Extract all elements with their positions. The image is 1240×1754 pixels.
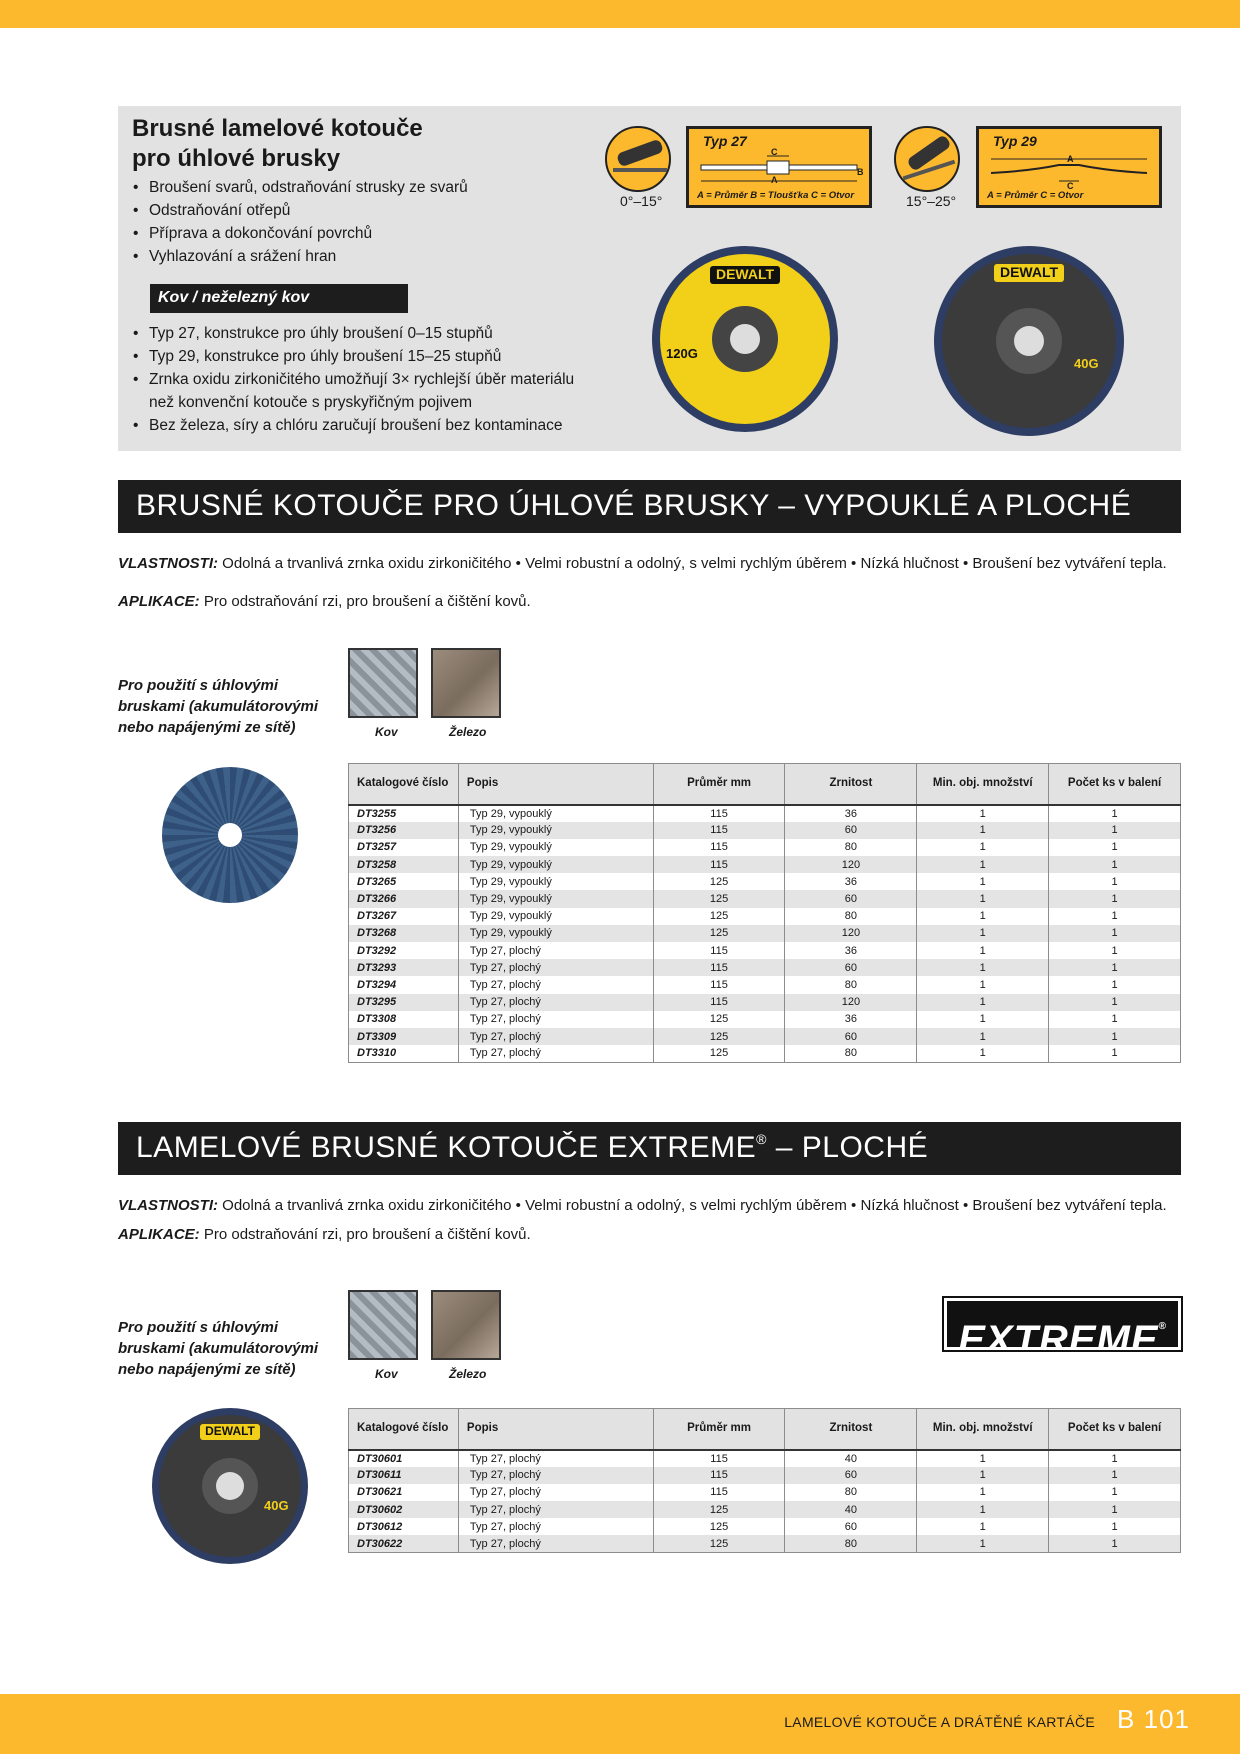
section2-vlastnosti — [118, 1197, 1167, 1214]
page-number: B 101 — [1117, 1704, 1190, 1734]
table-row — [349, 1484, 1181, 1501]
min-order-cell: 1 — [917, 1028, 1049, 1045]
diameter-cell: 125 — [653, 925, 785, 942]
grinder-angle-icon — [605, 126, 671, 192]
description-cell: Typ 27, plochý — [458, 1450, 653, 1467]
description-cell: Typ 29, vypouklý — [458, 908, 653, 925]
table-row — [349, 1028, 1181, 1045]
grit-cell: 120 — [785, 856, 917, 873]
diameter-cell: 125 — [653, 1028, 785, 1045]
angle-label-typ27: 0°–15° — [620, 193, 663, 209]
description-cell: Typ 27, plochý — [458, 1535, 653, 1552]
typ29-name: Typ 29 — [993, 133, 1037, 149]
typ29-legend: A = Průměr C = Otvor — [987, 190, 1084, 201]
registered-mark: ® — [1158, 1321, 1167, 1332]
product-disc-typ27 — [652, 246, 838, 432]
section1-vlastnosti — [118, 555, 1167, 572]
grinder-angle-icon — [894, 126, 960, 192]
feature-item: • Příprava a dokončování povrchů — [132, 222, 602, 245]
col-header: Zrnitost — [785, 1409, 917, 1450]
section1-aplikace — [118, 593, 531, 610]
diameter-cell: 115 — [653, 1450, 785, 1467]
usage-note: Pro použití s úhlovými bruskami (akumulátorovými nebo napájenými ze sítě) — [118, 1319, 319, 1378]
footer-section-title: LAMELOVÉ KOTOUČE A DRÁTĚNÉ KARTÁČE — [784, 1714, 1095, 1730]
pack-qty-cell: 1 — [1049, 976, 1181, 993]
pack-qty-cell: 1 — [1049, 925, 1181, 942]
diameter-cell: 115 — [653, 942, 785, 959]
pack-qty-cell: 1 — [1049, 908, 1181, 925]
table-row — [349, 925, 1181, 942]
diameter-cell: 125 — [653, 890, 785, 907]
diameter-cell: 115 — [653, 1484, 785, 1501]
grit-label: 40G — [264, 1498, 289, 1513]
letter-c: C — [771, 147, 778, 157]
table-row — [349, 822, 1181, 839]
spec-item: • Bez železa, síry a chlóru zaručují broušení bez kontaminace — [132, 414, 602, 437]
description-cell: Typ 27, plochý — [458, 1011, 653, 1028]
description-cell: Typ 27, plochý — [458, 1501, 653, 1518]
pack-qty-cell: 1 — [1049, 873, 1181, 890]
typ27-legend: A = Průměr B = Tloušťka C = Otvor — [697, 190, 855, 201]
diameter-cell: 125 — [653, 1518, 785, 1535]
grit-cell: 40 — [785, 1501, 917, 1518]
col-header: Min. obj. množství — [917, 764, 1049, 805]
catalog-number-cell: DT3257 — [349, 839, 459, 856]
pack-qty-cell: 1 — [1049, 994, 1181, 1011]
description-cell: Typ 27, plochý — [458, 994, 653, 1011]
typ29-diagram — [976, 126, 1162, 208]
feature-list — [132, 176, 602, 268]
pack-qty-cell: 1 — [1049, 942, 1181, 959]
col-header: Průměr mm — [653, 764, 785, 805]
description-cell: Typ 27, plochý — [458, 976, 653, 993]
table-row — [349, 805, 1181, 822]
pack-qty-cell: 1 — [1049, 1518, 1181, 1535]
grit-cell: 80 — [785, 908, 917, 925]
catalog-number-cell: DT3310 — [349, 1045, 459, 1062]
grit-cell: 80 — [785, 839, 917, 856]
extreme-logo — [944, 1298, 1181, 1362]
dewalt-logo: DEWALT — [710, 266, 780, 284]
catalog-number-cell: DT3256 — [349, 822, 459, 839]
min-order-cell: 1 — [917, 959, 1049, 976]
dewalt-logo: DEWALT — [200, 1424, 260, 1440]
col-header: Průměr mm — [653, 1409, 785, 1450]
min-order-cell: 1 — [917, 942, 1049, 959]
catalog-number-cell: DT30602 — [349, 1501, 459, 1518]
min-order-cell: 1 — [917, 1450, 1049, 1467]
intro-panel — [118, 106, 1181, 451]
min-order-cell: 1 — [917, 1518, 1049, 1535]
col-header: Počet ks v balení — [1049, 764, 1181, 805]
section2-banner-text: LAMELOVÉ BRUSNÉ KOTOUČE EXTREME — [136, 1131, 757, 1164]
material-swatch-zelezo — [431, 1290, 501, 1360]
pack-qty-cell: 1 — [1049, 1450, 1181, 1467]
min-order-cell: 1 — [917, 1011, 1049, 1028]
feature-item: • Vyhlazování a srážení hran — [132, 245, 602, 268]
diameter-cell: 115 — [653, 959, 785, 976]
table-row — [349, 1467, 1181, 1484]
grit-cell: 80 — [785, 976, 917, 993]
description-cell: Typ 27, plochý — [458, 1028, 653, 1045]
col-header: Počet ks v balení — [1049, 1409, 1181, 1450]
letter-c: C — [1067, 181, 1074, 191]
spec-list — [132, 322, 602, 437]
vlastnosti-text: Odolná a trvanlivá zrnka oxidu zirkoničitého • Velmi robustní a odolný, s velmi rychlým úběrem • Nízká hlučnost • Broušení bez vytváření tepla. — [218, 555, 1167, 572]
top-accent-bar — [0, 0, 1240, 28]
description-cell: Typ 27, plochý — [458, 1045, 653, 1062]
table-row — [349, 856, 1181, 873]
grit-cell: 80 — [785, 1484, 917, 1501]
grit-cell: 40 — [785, 1450, 917, 1467]
typ27-name: Typ 27 — [703, 133, 747, 149]
min-order-cell: 1 — [917, 1467, 1049, 1484]
table-row — [349, 873, 1181, 890]
table-header-row — [349, 764, 1181, 805]
catalog-number-cell: DT3293 — [349, 959, 459, 976]
extreme-logo-text: EXTREME — [958, 1318, 1159, 1362]
min-order-cell: 1 — [917, 890, 1049, 907]
min-order-cell: 1 — [917, 822, 1049, 839]
table-row — [349, 1501, 1181, 1518]
grit-cell: 36 — [785, 1011, 917, 1028]
min-order-cell: 1 — [917, 1045, 1049, 1062]
aplikace-label: APLIKACE: — [118, 1226, 200, 1243]
catalog-number-cell: DT3258 — [349, 856, 459, 873]
section2-banner — [118, 1122, 1181, 1175]
diameter-cell: 125 — [653, 873, 785, 890]
col-header: Popis — [458, 1409, 653, 1450]
intro-title — [132, 114, 552, 174]
feature-item: • Odstraňování otřepů — [132, 199, 602, 222]
description-cell: Typ 29, vypouklý — [458, 839, 653, 856]
diameter-cell: 125 — [653, 1045, 785, 1062]
col-header: Katalogové číslo — [349, 764, 459, 805]
catalog-number-cell: DT3265 — [349, 873, 459, 890]
grit-cell: 36 — [785, 942, 917, 959]
product-disc-extreme — [152, 1408, 308, 1564]
diameter-cell: 125 — [653, 1011, 785, 1028]
product-disc-typ29 — [934, 246, 1124, 436]
typ27-diagram — [686, 126, 872, 208]
table-row — [349, 839, 1181, 856]
swatch-label-kov: Kov — [375, 725, 398, 739]
pack-qty-cell: 1 — [1049, 959, 1181, 976]
col-header: Min. obj. množství — [917, 1409, 1049, 1450]
grit-cell: 60 — [785, 959, 917, 976]
diameter-cell: 115 — [653, 856, 785, 873]
description-cell: Typ 27, plochý — [458, 1467, 653, 1484]
col-header: Katalogové číslo — [349, 1409, 459, 1450]
swatch-label-zelezo: Železo — [449, 1367, 487, 1381]
description-cell: Typ 29, vypouklý — [458, 873, 653, 890]
min-order-cell: 1 — [917, 856, 1049, 873]
min-order-cell: 1 — [917, 976, 1049, 993]
vlastnosti-text: Odolná a trvanlivá zrnka oxidu zirkoničitého • Velmi robustní a odolný, s velmi rychlým úběrem • Nízká hlučnost • Broušení bez vytváření tepla. — [218, 1197, 1167, 1214]
letter-a: A — [771, 175, 778, 185]
catalog-number-cell: DT3266 — [349, 890, 459, 907]
grit-label: 120G — [666, 346, 698, 361]
table-row — [349, 1011, 1181, 1028]
description-cell: Typ 27, plochý — [458, 942, 653, 959]
diameter-cell: 115 — [653, 822, 785, 839]
grit-cell: 120 — [785, 994, 917, 1011]
pack-qty-cell: 1 — [1049, 822, 1181, 839]
material-swatch-zelezo — [431, 648, 501, 718]
min-order-cell: 1 — [917, 839, 1049, 856]
letter-a: A — [1067, 154, 1074, 164]
table-row — [349, 959, 1181, 976]
grit-cell: 60 — [785, 1518, 917, 1535]
table-row — [349, 1450, 1181, 1467]
spec-item: • Zrnka oxidu zirkoničitého umožňují 3× rychlejší úběr materiálu než konvenční kotouče s pryskyřičným pojivem — [132, 368, 602, 414]
table-row — [349, 1535, 1181, 1552]
catalog-number-cell: DT3295 — [349, 994, 459, 1011]
swatch-label-kov: Kov — [375, 1367, 398, 1381]
vlastnosti-label: VLASTNOSTI: — [118, 1197, 218, 1214]
diameter-cell: 125 — [653, 1501, 785, 1518]
usage-note: Pro použití s úhlovými bruskami (akumulátorovými nebo napájenými ze sítě) — [118, 677, 319, 736]
description-cell: Typ 29, vypouklý — [458, 925, 653, 942]
catalog-number-cell: DT3268 — [349, 925, 459, 942]
catalog-number-cell: DT3294 — [349, 976, 459, 993]
typ27-profile-icon — [699, 151, 859, 187]
table-row — [349, 942, 1181, 959]
min-order-cell: 1 — [917, 994, 1049, 1011]
catalog-number-cell: DT30612 — [349, 1518, 459, 1535]
catalog-number-cell: DT3309 — [349, 1028, 459, 1045]
min-order-cell: 1 — [917, 908, 1049, 925]
catalog-number-cell: DT3308 — [349, 1011, 459, 1028]
min-order-cell: 1 — [917, 1535, 1049, 1552]
grit-cell: 120 — [785, 925, 917, 942]
diameter-cell: 115 — [653, 839, 785, 856]
letter-b: B — [857, 167, 864, 177]
pack-qty-cell: 1 — [1049, 1045, 1181, 1062]
catalog-number-cell: DT3292 — [349, 942, 459, 959]
min-order-cell: 1 — [917, 1501, 1049, 1518]
diameter-cell: 115 — [653, 1467, 785, 1484]
material-swatch-kov — [348, 1290, 418, 1360]
pack-qty-cell: 1 — [1049, 1484, 1181, 1501]
table-row — [349, 976, 1181, 993]
min-order-cell: 1 — [917, 873, 1049, 890]
pack-qty-cell: 1 — [1049, 1535, 1181, 1552]
spec-item: • Typ 27, konstrukce pro úhly broušení 0–15 stupňů — [132, 322, 602, 345]
grit-cell: 36 — [785, 873, 917, 890]
table-row — [349, 994, 1181, 1011]
catalog-number-cell: DT30601 — [349, 1450, 459, 1467]
description-cell: Typ 29, vypouklý — [458, 856, 653, 873]
catalog-number-cell: DT30621 — [349, 1484, 459, 1501]
pack-qty-cell: 1 — [1049, 1011, 1181, 1028]
catalog-number-cell: DT3267 — [349, 908, 459, 925]
registered-mark: ® — [756, 1131, 767, 1147]
table-row — [349, 890, 1181, 907]
diameter-cell: 125 — [653, 1535, 785, 1552]
grit-cell: 60 — [785, 890, 917, 907]
catalog-number-cell: DT30611 — [349, 1467, 459, 1484]
product-table-1 — [348, 763, 1181, 1063]
grit-cell: 60 — [785, 1028, 917, 1045]
description-cell: Typ 27, plochý — [458, 1484, 653, 1501]
intro-title-line2: pro úhlové brusky — [132, 145, 341, 172]
description-cell: Typ 29, vypouklý — [458, 890, 653, 907]
aplikace-text: Pro odstraňování rzi, pro broušení a čištění kovů. — [199, 1226, 531, 1243]
description-cell: Typ 29, vypouklý — [458, 822, 653, 839]
diameter-cell: 125 — [653, 908, 785, 925]
aplikace-label: APLIKACE: — [118, 593, 200, 610]
catalog-number-cell: DT3255 — [349, 805, 459, 822]
material-tag: Kov / neželezný kov — [150, 284, 408, 313]
section2-aplikace — [118, 1226, 531, 1243]
feature-item: • Broušení svarů, odstraňování strusky ze svarů — [132, 176, 602, 199]
grit-cell: 36 — [785, 805, 917, 822]
description-cell: Typ 27, plochý — [458, 1518, 653, 1535]
grit-label: 40G — [1074, 356, 1099, 371]
dewalt-logo: DEWALT — [994, 264, 1064, 282]
grit-cell: 80 — [785, 1535, 917, 1552]
section2-banner-tail: – PLOCHÉ — [766, 1131, 929, 1164]
pack-qty-cell: 1 — [1049, 1501, 1181, 1518]
diameter-cell: 115 — [653, 805, 785, 822]
intro-title-line1: Brusné lamelové kotouče — [132, 115, 423, 142]
pack-qty-cell: 1 — [1049, 805, 1181, 822]
diameter-cell: 115 — [653, 994, 785, 1011]
pack-qty-cell: 1 — [1049, 1028, 1181, 1045]
description-cell: Typ 27, plochý — [458, 959, 653, 976]
pack-qty-cell: 1 — [1049, 839, 1181, 856]
min-order-cell: 1 — [917, 925, 1049, 942]
aplikace-text: Pro odstraňování rzi, pro broušení a čištění kovů. — [199, 593, 531, 610]
swatch-label-zelezo: Železo — [449, 725, 487, 739]
description-cell: Typ 29, vypouklý — [458, 805, 653, 822]
pack-qty-cell: 1 — [1049, 1467, 1181, 1484]
material-swatch-kov — [348, 648, 418, 718]
grit-cell: 60 — [785, 1467, 917, 1484]
table-row — [349, 1518, 1181, 1535]
col-header: Popis — [458, 764, 653, 805]
vlastnosti-label: VLASTNOSTI: — [118, 555, 218, 572]
diameter-cell: 115 — [653, 976, 785, 993]
min-order-cell: 1 — [917, 1484, 1049, 1501]
angle-label-typ29: 15°–25° — [906, 193, 957, 209]
grit-cell: 80 — [785, 1045, 917, 1062]
spec-item: • Typ 29, konstrukce pro úhly broušení 15–25 stupňů — [132, 345, 602, 368]
table-header-row — [349, 1409, 1181, 1450]
catalog-number-cell: DT30622 — [349, 1535, 459, 1552]
table-row — [349, 1045, 1181, 1062]
pack-qty-cell: 1 — [1049, 856, 1181, 873]
min-order-cell: 1 — [917, 805, 1049, 822]
section1-banner: BRUSNÉ KOTOUČE PRO ÚHLOVÉ BRUSKY – VYPOUKLÉ A PLOCHÉ — [118, 480, 1181, 533]
grit-cell: 60 — [785, 822, 917, 839]
pack-qty-cell: 1 — [1049, 890, 1181, 907]
table-row — [349, 908, 1181, 925]
col-header: Zrnitost — [785, 764, 917, 805]
product-table-2 — [348, 1408, 1181, 1553]
flap-disc-image — [162, 767, 298, 903]
